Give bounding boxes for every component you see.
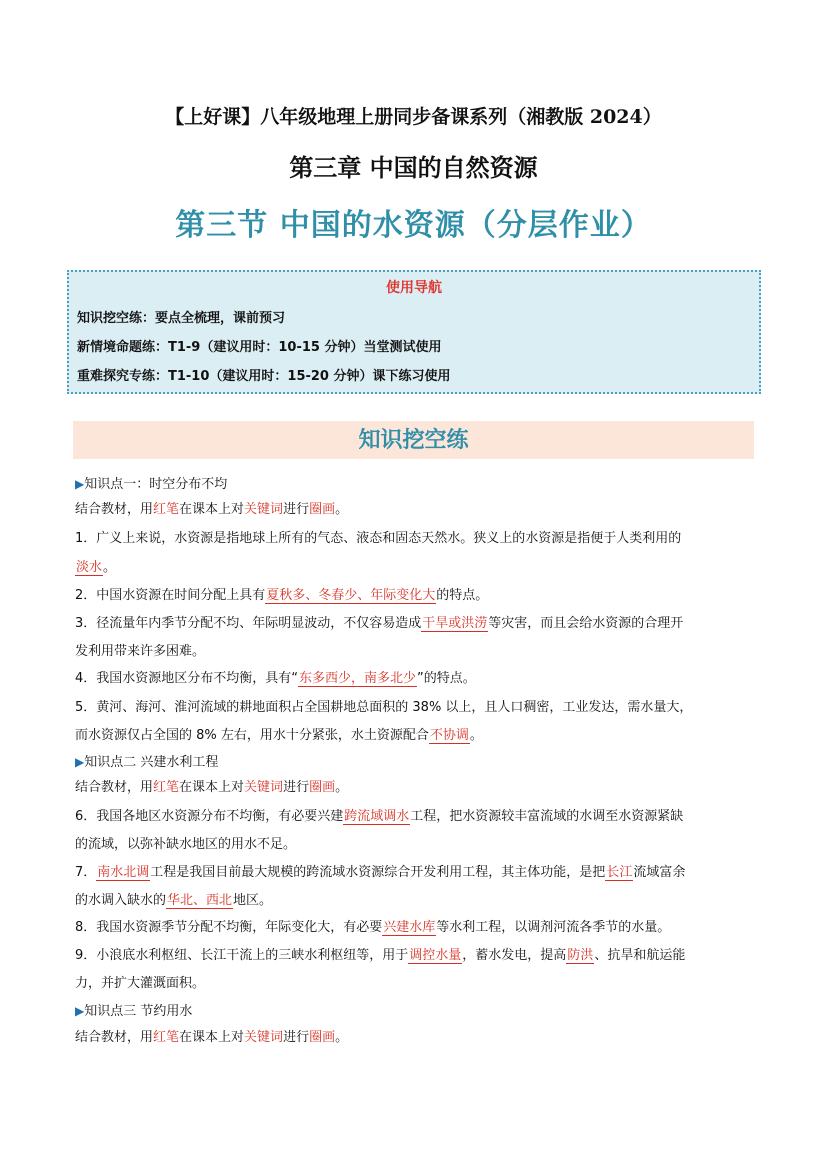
answer-blank: 干旱或洪涝 bbox=[422, 616, 488, 631]
question-3-cont: 发利用带来许多困难。 bbox=[75, 644, 206, 659]
usage-guide-line-1: 知识挖空练：要点全梳理，课前预习 bbox=[77, 311, 286, 326]
answer-blank: 夏秋多、冬春少、年际变化大 bbox=[266, 588, 436, 603]
section-banner-label: 知识挖空练 bbox=[358, 427, 469, 453]
kp3-instruction: 结合教材，用红笔在课本上对关键词进行圈画。 bbox=[75, 1030, 349, 1045]
answer-blank: 兴建水库 bbox=[383, 920, 436, 935]
section-banner bbox=[73, 421, 754, 459]
answer-blank: 淡水 bbox=[76, 560, 103, 575]
question-9-cont: 力，并扩大灌溉面积。 bbox=[75, 976, 206, 991]
question-1-cont: 淡水。 bbox=[76, 560, 117, 575]
answer-blank: 东多西少，南多北少 bbox=[299, 671, 417, 686]
question-6: 6．我国各地区水资源分布不均衡，有必要兴建跨流域调水工程，把水资源较丰富流域的水调至水资源紧缺 bbox=[75, 809, 684, 824]
question-1: 1．广义上来说，水资源是指地球上所有的气态、液态和固态天然水。狭义上的水资源是指便于人类利用的 bbox=[75, 531, 682, 546]
kp2-heading: ▶知识点二 兴建水利工程 bbox=[75, 755, 219, 770]
answer-blank: 南水北调 bbox=[97, 865, 150, 880]
kp1-instruction: 结合教材，用红笔在课本上对关键词进行圈画。 bbox=[75, 502, 349, 517]
answer-blank: 长江 bbox=[606, 865, 633, 880]
answer-blank: 华北、西北 bbox=[167, 893, 233, 908]
answer-blank: 防洪 bbox=[567, 948, 594, 963]
answer-blank: 不协调 bbox=[429, 728, 469, 743]
usage-guide-title: 使用导航 bbox=[386, 280, 442, 296]
series-title: 【上好课】八年级地理上册同步备课系列（湘教版 2024） bbox=[165, 106, 662, 128]
question-7: 7．南水北调工程是我国目前最大规模的跨流域水资源综合开发利用工程，其主体功能，是把长江流域富余 bbox=[75, 865, 686, 880]
kp3-heading: ▶知识点三 节约用水 bbox=[75, 1004, 193, 1019]
question-8: 8．我国水资源季节分配不均衡，年际变化大，有必要兴建水库等水利工程，以调剂河流各季节的水量。 bbox=[75, 920, 671, 935]
question-9: 9．小浪底水利枢纽、长江干流上的三峡水利枢纽等，用于调控水量，蓄水发电，提高防洪、抗旱和航运能 bbox=[75, 948, 686, 963]
question-5: 5．黄河、海河、淮河流域的耕地面积占全国耕地总面积的 38% 以上，且人口稠密，工业发达，需水量大， bbox=[75, 700, 693, 715]
triangle-marker-icon: ▶ bbox=[75, 755, 85, 769]
question-2: 2．中国水资源在时间分配上具有夏秋多、冬春少、年际变化大的特点。 bbox=[75, 588, 489, 603]
question-6-cont: 的流域，以弥补缺水地区的用水不足。 bbox=[75, 837, 297, 852]
kp1-heading: ▶知识点一：时空分布不均 bbox=[75, 477, 228, 492]
question-5-cont: 而水资源仅占全国的 8% 左右，用水十分紧张，水土资源配合不协调。 bbox=[75, 728, 483, 743]
triangle-marker-icon: ▶ bbox=[75, 1004, 85, 1018]
section-title: 第三节 中国的水资源（分层作业） bbox=[175, 208, 652, 243]
kp2-instruction: 结合教材，用红笔在课本上对关键词进行圈画。 bbox=[75, 780, 349, 795]
chapter-title: 第三章 中国的自然资源 bbox=[289, 154, 538, 182]
question-4: 4．我国水资源地区分布不均衡，具有“东多西少，南多北少”的特点。 bbox=[75, 671, 476, 686]
answer-blank: 跨流域调水 bbox=[344, 809, 410, 824]
triangle-marker-icon: ▶ bbox=[75, 477, 85, 491]
usage-guide-line-3: 重难探究专练：T1-10（建议用时：15-20 分钟）课下练习使用 bbox=[77, 369, 451, 384]
question-3: 3．径流量年内季节分配不均、年际明显波动，不仅容易造成干旱或洪涝等灾害，而且会给水资源的合理开 bbox=[75, 616, 684, 631]
question-7-cont: 的水调入缺水的华北、西北地区。 bbox=[75, 893, 273, 908]
answer-blank: 调控水量 bbox=[409, 948, 462, 963]
usage-guide-line-2: 新情境命题练：T1-9（建议用时：10-15 分钟）当堂测试使用 bbox=[77, 340, 442, 355]
usage-guide-box bbox=[67, 270, 761, 394]
